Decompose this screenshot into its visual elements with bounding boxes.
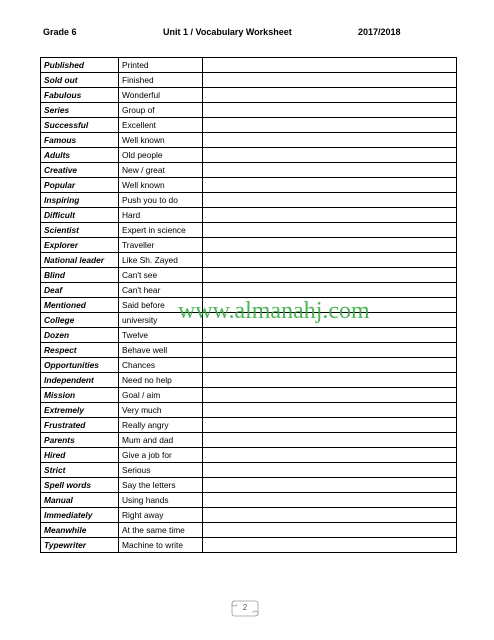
vocab-row — [41, 418, 457, 433]
vocab-meaning: Group of — [119, 103, 203, 118]
vocab-word: Typewriter — [41, 538, 119, 553]
vocab-blank-cell — [203, 193, 457, 208]
vocab-blank-cell — [203, 448, 457, 463]
vocab-word: National leader — [41, 253, 119, 268]
vocab-word: Strict — [41, 463, 119, 478]
vocab-blank-cell — [203, 373, 457, 388]
vocab-blank-cell — [203, 283, 457, 298]
vocab-meaning: Twelve — [119, 328, 203, 343]
vocab-blank-cell — [203, 523, 457, 538]
vocab-meaning: Chances — [119, 358, 203, 373]
vocab-blank-cell — [203, 478, 457, 493]
vocab-word: Explorer — [41, 238, 119, 253]
vocab-row — [41, 148, 457, 163]
vocab-row — [41, 403, 457, 418]
vocab-blank-cell — [203, 433, 457, 448]
vocab-word: Frustrated — [41, 418, 119, 433]
vocab-word: Manual — [41, 493, 119, 508]
vocab-row — [41, 208, 457, 223]
vocab-word: Immediately — [41, 508, 119, 523]
vocab-word: Successful — [41, 118, 119, 133]
vocab-blank-cell — [203, 313, 457, 328]
vocab-blank-cell — [203, 133, 457, 148]
vocab-row — [41, 523, 457, 538]
vocab-row — [41, 238, 457, 253]
vocab-meaning: Push you to do — [119, 193, 203, 208]
vocab-meaning: Excellent — [119, 118, 203, 133]
vocab-meaning: Right away — [119, 508, 203, 523]
vocab-meaning: Like Sh. Zayed — [119, 253, 203, 268]
vocab-meaning: Traveller — [119, 238, 203, 253]
vocab-blank-cell — [203, 388, 457, 403]
vocab-word: Published — [41, 58, 119, 73]
vocab-row — [41, 538, 457, 553]
vocab-row — [41, 103, 457, 118]
vocab-row — [41, 88, 457, 103]
vocab-blank-cell — [203, 58, 457, 73]
vocabulary-table — [40, 57, 457, 553]
vocab-blank-cell — [203, 418, 457, 433]
vocab-blank-cell — [203, 163, 457, 178]
vocab-row — [41, 58, 457, 73]
vocab-blank-cell — [203, 403, 457, 418]
vocab-word: Fabulous — [41, 88, 119, 103]
vocab-meaning: Said before — [119, 298, 203, 313]
vocab-meaning: Say the letters — [119, 478, 203, 493]
vocab-meaning: Can't hear — [119, 283, 203, 298]
vocab-word: Respect — [41, 343, 119, 358]
vocab-row — [41, 193, 457, 208]
vocab-row — [41, 283, 457, 298]
vocab-meaning: Wonderful — [119, 88, 203, 103]
vocab-meaning: Expert in science — [119, 223, 203, 238]
vocab-blank-cell — [203, 178, 457, 193]
vocab-word: Series — [41, 103, 119, 118]
vocab-word: Famous — [41, 133, 119, 148]
vocab-blank-cell — [203, 223, 457, 238]
vocab-meaning: Need no help — [119, 373, 203, 388]
vocab-meaning: Can't see — [119, 268, 203, 283]
vocab-row — [41, 328, 457, 343]
vocab-row — [41, 463, 457, 478]
vocab-row — [41, 268, 457, 283]
vocab-blank-cell — [203, 358, 457, 373]
vocab-word: Inspiring — [41, 193, 119, 208]
vocab-row — [41, 163, 457, 178]
vocab-word: Mentioned — [41, 298, 119, 313]
vocab-meaning: Printed — [119, 58, 203, 73]
vocab-row — [41, 343, 457, 358]
vocab-meaning: New / great — [119, 163, 203, 178]
vocab-blank-cell — [203, 208, 457, 223]
vocab-meaning: Serious — [119, 463, 203, 478]
vocab-meaning: Goal / aim — [119, 388, 203, 403]
vocab-meaning: Mum and dad — [119, 433, 203, 448]
vocab-row — [41, 358, 457, 373]
vocab-word: Spell words — [41, 478, 119, 493]
vocab-word: Independent — [41, 373, 119, 388]
vocab-row — [41, 118, 457, 133]
vocab-word: Extremely — [41, 403, 119, 418]
vocab-word: Creative — [41, 163, 119, 178]
vocab-meaning: Give a job for — [119, 448, 203, 463]
vocab-blank-cell — [203, 238, 457, 253]
vocab-row — [41, 178, 457, 193]
grade-label: Grade 6 — [43, 27, 77, 37]
vocab-blank-cell — [203, 148, 457, 163]
vocab-word: Sold out — [41, 73, 119, 88]
vocab-blank-cell — [203, 493, 457, 508]
vocab-row — [41, 478, 457, 493]
vocab-word: Adults — [41, 148, 119, 163]
worksheet-title: Unit 1 / Vocabulary Worksheet — [163, 27, 292, 37]
vocab-blank-cell — [203, 88, 457, 103]
vocab-word: Deaf — [41, 283, 119, 298]
vocab-word: Scientist — [41, 223, 119, 238]
vocab-meaning: Using hands — [119, 493, 203, 508]
vocab-meaning: At the same time — [119, 523, 203, 538]
vocab-row — [41, 313, 457, 328]
vocab-blank-cell — [203, 538, 457, 553]
vocab-row — [41, 73, 457, 88]
vocab-word: Dozen — [41, 328, 119, 343]
vocab-row — [41, 508, 457, 523]
vocab-meaning: Very much — [119, 403, 203, 418]
vocab-meaning: Old people — [119, 148, 203, 163]
page-header — [0, 27, 494, 41]
vocab-meaning: university — [119, 313, 203, 328]
vocab-row — [41, 133, 457, 148]
vocab-meaning: Hard — [119, 208, 203, 223]
vocab-blank-cell — [203, 268, 457, 283]
vocab-meaning: Machine to write — [119, 538, 203, 553]
page-number-text: 2 — [242, 603, 248, 612]
vocab-word: Opportunities — [41, 358, 119, 373]
vocab-word: Mission — [41, 388, 119, 403]
vocab-row — [41, 433, 457, 448]
vocab-word: Popular — [41, 178, 119, 193]
vocab-word: College — [41, 313, 119, 328]
page-number — [230, 598, 260, 618]
vocab-blank-cell — [203, 343, 457, 358]
vocab-blank-cell — [203, 118, 457, 133]
vocab-row — [41, 298, 457, 313]
school-year: 2017/2018 — [358, 27, 401, 37]
vocab-blank-cell — [203, 103, 457, 118]
vocab-row — [41, 493, 457, 508]
vocab-meaning: Well known — [119, 133, 203, 148]
vocab-meaning: Well known — [119, 178, 203, 193]
watermark-text: www.almanahj.com — [178, 298, 370, 324]
vocab-blank-cell — [203, 508, 457, 523]
vocab-word: Parents — [41, 433, 119, 448]
vocab-row — [41, 388, 457, 403]
vocab-meaning: Behave well — [119, 343, 203, 358]
vocab-blank-cell — [203, 253, 457, 268]
vocab-row — [41, 373, 457, 388]
vocab-meaning: Really angry — [119, 418, 203, 433]
vocab-row — [41, 448, 457, 463]
vocab-blank-cell — [203, 73, 457, 88]
vocab-row — [41, 223, 457, 238]
vocab-word: Blind — [41, 268, 119, 283]
vocab-blank-cell — [203, 328, 457, 343]
vocab-word: Meanwhile — [41, 523, 119, 538]
vocab-word: Hired — [41, 448, 119, 463]
vocab-word: Difficult — [41, 208, 119, 223]
vocab-row — [41, 253, 457, 268]
vocab-meaning: Finished — [119, 73, 203, 88]
vocab-blank-cell — [203, 463, 457, 478]
vocab-blank-cell — [203, 298, 457, 313]
